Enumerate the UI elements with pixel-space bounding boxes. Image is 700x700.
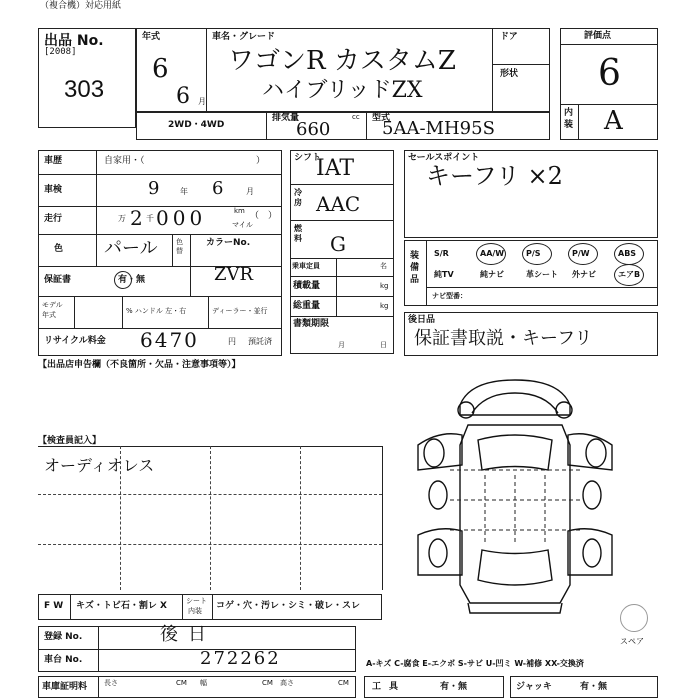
mileage-sen: 千 [146, 214, 154, 223]
inspector-value: オーディオレス [44, 456, 155, 475]
fw-text: キズ・トビ石・割レ X [76, 601, 167, 611]
capacity-label: 乗車定員 [292, 262, 320, 270]
ac-label: 冷房 [294, 188, 302, 208]
year-label: 年式 [142, 32, 161, 42]
model-code-value: 5AA-MH95S [382, 118, 495, 139]
capacity-unit: 名 [380, 262, 387, 270]
equip-row2-item: 外ナビ [572, 270, 596, 279]
handle-text: % ハンドル 左・右 [126, 307, 187, 315]
mileage-paren: （ ） [250, 211, 278, 221]
cert-c5: 高さ [280, 679, 294, 687]
jack-label: ジャッキ [516, 682, 552, 692]
load-label: 積載量 [293, 281, 321, 291]
color-code-label: カラーNo. [206, 238, 251, 248]
doc-expiry-unit2: 日 [380, 341, 387, 349]
drive-label: 2WD・4WD [168, 120, 225, 130]
color-value: パール [104, 238, 158, 259]
legend: A-キズ C-腐食 E-エクボ S-サビ U-凹ミ W-補修 XX-交換済 [366, 659, 584, 668]
jack-value: 有・無 [580, 682, 608, 692]
displacement-unit: cc [352, 113, 360, 121]
recycle-label: リサイクル料金 [44, 336, 106, 346]
doc-expiry-label: 書類期限 [293, 319, 330, 329]
history-text: 自家用・（ [104, 156, 145, 166]
equip-row2-item: 革シート [526, 270, 558, 279]
recycle-value: 6470 [140, 328, 199, 352]
equip-row1-item: P/W [572, 249, 590, 258]
model-year-label2: 年式 [42, 311, 56, 319]
dealer-text: ディーラー・並行 [212, 307, 268, 315]
cert-label: 車庫証明料 [42, 682, 88, 692]
shift-value: IAT [316, 156, 355, 181]
warranty-text: 有・無 [118, 275, 146, 285]
mileage-unit-km: km [234, 207, 245, 215]
cert-c3: 幅 [200, 679, 207, 687]
model-line2: ハイブリッドZX [262, 78, 423, 103]
seat-text: コゲ・穴・汚レ・シミ・破レ・スレ [216, 601, 361, 611]
interior-value: A [604, 106, 623, 136]
equipment-circle-mark [614, 264, 644, 286]
warranty-label: 保証書 [44, 275, 72, 285]
recycle-unit: 円 [228, 337, 236, 346]
ac-value: AAC [316, 192, 361, 216]
equip-row2-item: 純TV [434, 270, 454, 279]
equip-row1-item: P/S [526, 249, 541, 258]
equip-row1-item: S/R [434, 249, 449, 258]
lot-label: 出品 No. [44, 33, 104, 49]
weight-label: 総重量 [293, 301, 321, 311]
shape-label: 形状 [500, 69, 519, 79]
cert-c1: 長さ [104, 679, 118, 687]
seat-label2: 内装 [188, 607, 202, 615]
interior-label: 内装 [564, 108, 574, 130]
mileage-man: 万 [118, 214, 126, 223]
color-label: 色 [54, 244, 64, 254]
equip-row2-item: エアB [618, 270, 641, 279]
seller-report-label: 【出品店申告欄（不良箇所・欠品・注意事項等）】 [38, 360, 241, 370]
color-code: ZVR [214, 264, 254, 285]
load-unit: kg [380, 282, 389, 290]
equipment-circle-mark [522, 243, 552, 265]
chassis-value: 272262 [200, 648, 281, 669]
inspection-month-unit: 月 [246, 187, 254, 196]
grade-value: 6 [598, 53, 621, 94]
history-label: 車歴 [44, 156, 63, 166]
year-month: 6 [176, 84, 190, 109]
sales-point-value: キーフリ ×2 [426, 162, 563, 190]
inspector-label: 【検査員記入】 [38, 436, 102, 446]
color-change-label: 色替 [176, 238, 183, 256]
inspection-year-unit: 年 [180, 187, 188, 196]
accessories-value: 保証書取説・キーフリ [414, 328, 593, 349]
tools-label: 工具 [372, 682, 407, 692]
fw-label: F W [44, 601, 64, 611]
cert-c4: CM [262, 679, 273, 687]
model-label: 車名・グレード [212, 32, 276, 42]
year-era: 6 [152, 54, 169, 84]
model-line1: ワゴンR カスタムZ [228, 46, 456, 76]
seat-label: シート [186, 597, 207, 605]
mileage-value-2: 000 [156, 206, 207, 230]
equip-row1-item: AA/W [480, 249, 505, 258]
equipment-circle-mark [614, 243, 644, 265]
inspection-label: 車検 [44, 185, 63, 195]
history-close: ） [256, 156, 266, 166]
model-code-label: 型式 [372, 113, 391, 123]
grade-label: 評価点 [584, 31, 612, 41]
navi-label: ナビ型番： [432, 292, 467, 300]
weight-unit: kg [380, 302, 389, 310]
chassis-label: 車台 No. [44, 655, 83, 665]
equip-row1-item: ABS [618, 249, 637, 258]
recycle-deposit: 預託済 [248, 337, 272, 346]
model-year-label1: モデル [42, 301, 63, 309]
accessories-label: 後日品 [408, 315, 436, 325]
cert-c6: CM [338, 679, 349, 687]
car-damage-diagram [410, 375, 620, 615]
doc-expiry-unit: 月 [338, 341, 345, 349]
displacement-label: 排気量 [272, 113, 300, 123]
fuel-value: G [330, 232, 346, 256]
equip-row2-item: 純ナビ [480, 270, 504, 279]
registration-value: 後日 [160, 624, 216, 645]
header-note: （複合機）対応用紙 [40, 1, 122, 11]
cert-c2: CM [176, 679, 187, 687]
displacement-value: 660 [296, 119, 331, 140]
door-label: ドア [500, 32, 518, 42]
equipment-circle-mark [476, 243, 506, 265]
mileage-unit-mile: マイル [232, 221, 253, 229]
equipment-label: 装備品 [410, 251, 420, 286]
fuel-label: 燃料 [294, 224, 302, 244]
mileage-value-1: 2 [130, 206, 143, 230]
lot-year-tag: [2008] [44, 47, 77, 57]
inspection-month: 6 [212, 178, 224, 199]
spare-tire-icon [620, 604, 648, 632]
equipment-circle-mark [568, 243, 598, 265]
year-month-unit: 月 [198, 97, 206, 106]
inspection-year: 9 [148, 178, 160, 199]
shift-label: シフト [294, 153, 322, 163]
sales-point-label: セールスポイント [408, 153, 480, 163]
spare-label: スペア [620, 637, 644, 646]
warranty-circle [114, 271, 132, 289]
tools-value: 有・無 [440, 682, 468, 692]
registration-label: 登録 No. [44, 632, 83, 642]
lot-number: 303 [64, 76, 105, 103]
mileage-label: 走行 [44, 214, 63, 224]
